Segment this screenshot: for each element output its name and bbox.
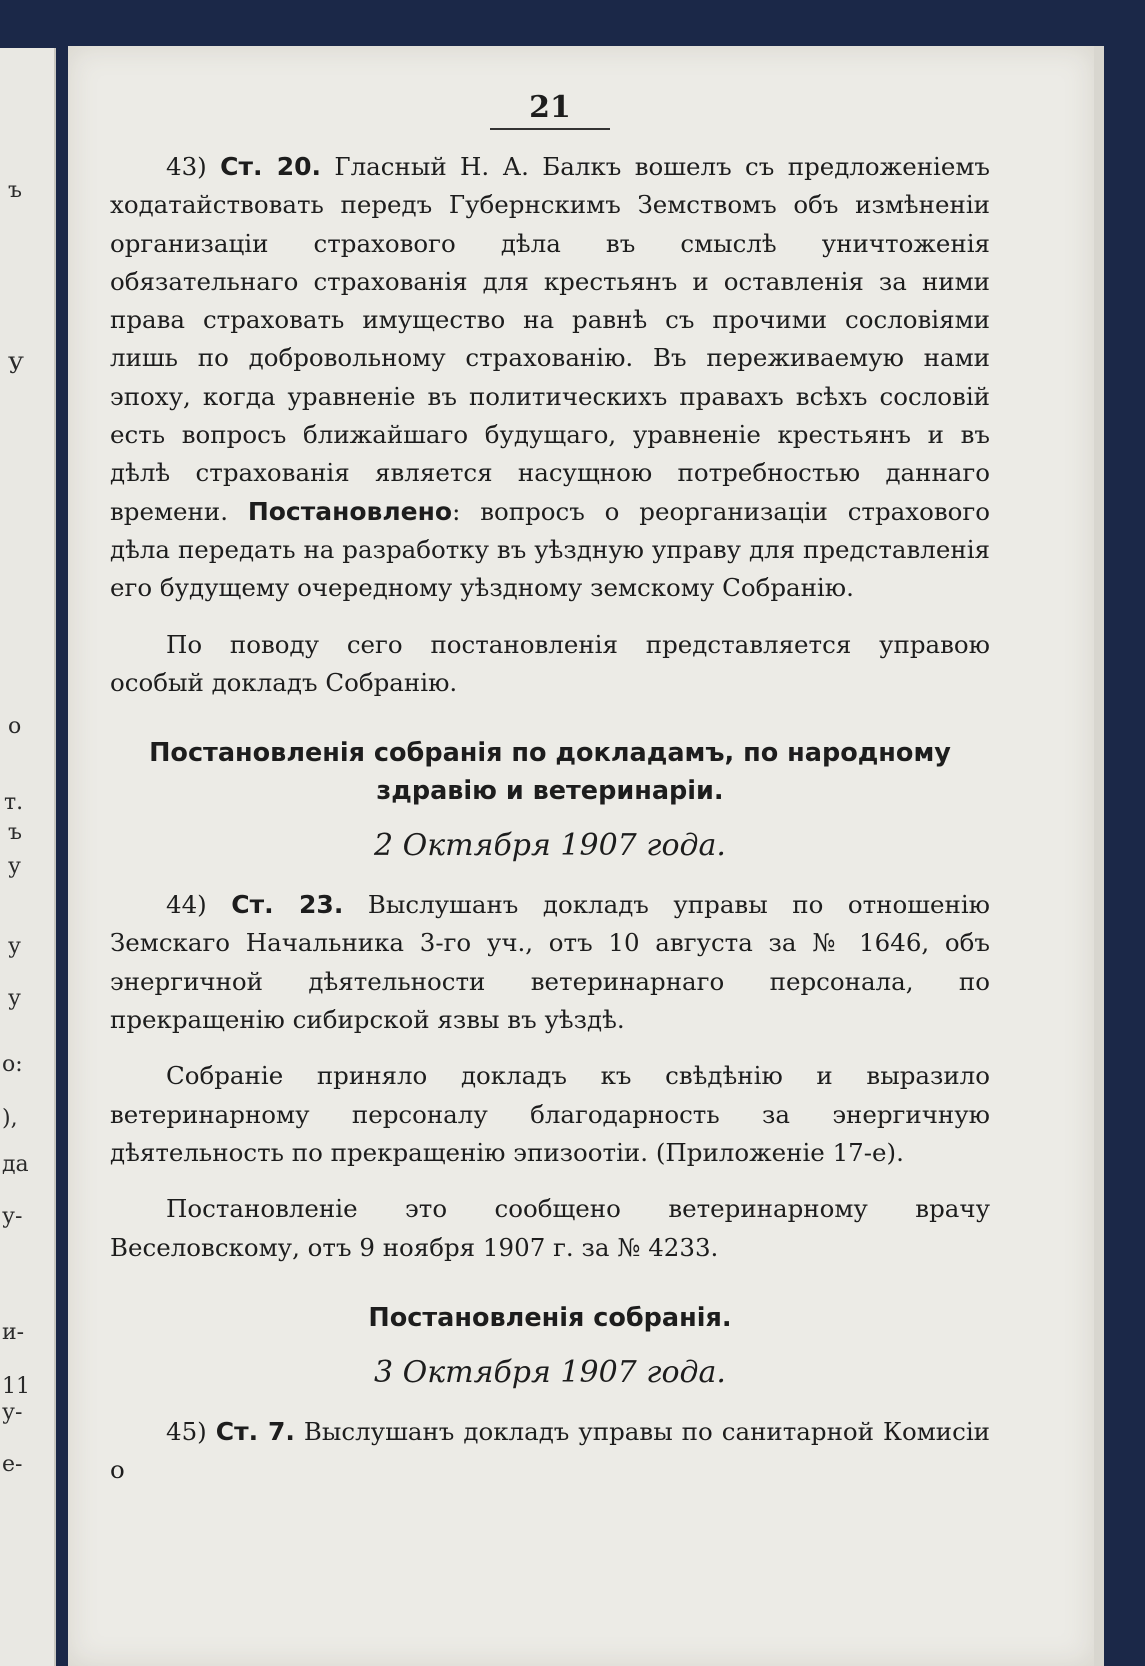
margin-fragment: у	[8, 854, 21, 879]
item-body-continued: : вопросъ о реорганизаціи страхового дѣла передать на разработку въ уѣздную управу для представленія его будущему очередному уѣздному земскому Собранію.	[110, 496, 990, 603]
item-44-note: Постановленіе это сообщено ветеринарному врачу Веселовскому, отъ 9 ноября 1907 г. за № 4233.	[110, 1194, 990, 1262]
item-43	[110, 148, 990, 608]
item-number: 45)	[166, 1416, 207, 1446]
item-45	[110, 1413, 990, 1490]
margin-fragment: да	[2, 1152, 29, 1177]
page-content	[110, 84, 990, 1489]
section-title-general: Постановленія собранія.	[368, 1302, 732, 1333]
margin-fragment: у-	[2, 1204, 23, 1229]
margin-fragment: у	[8, 934, 21, 959]
header-rule	[490, 128, 610, 130]
previous-page-edge	[0, 48, 56, 1666]
item-number: 44)	[166, 890, 207, 920]
margin-fragment: у	[8, 986, 21, 1011]
margin-fragment: У	[8, 354, 24, 379]
margin-fragment: т.	[4, 790, 24, 815]
margin-fragment: и-	[2, 1320, 25, 1345]
margin-fragment: ъ	[8, 178, 22, 203]
resolution-label: Постановлено	[247, 496, 453, 526]
item-43-note: По поводу сего постановленія представляется управою особый докладъ Собранію.	[110, 629, 990, 697]
item-body: Выслушанъ докладъ управы по отношенію Земскаго Начальника 3-го уч., отъ 10 августа за № 1646, объ энергичной дѣятельности ветеринарнаго персонала, по прекращенію сибирской язвы въ уѣздѣ.	[110, 890, 990, 1035]
page-number: 21	[529, 90, 571, 125]
article-ref: Ст. 20.	[220, 152, 322, 181]
section-date-general: 3 Октября 1907 года.	[374, 1354, 726, 1390]
item-44	[110, 886, 990, 1039]
item-body: Выслушанъ докладъ управы по санитарной Комисіи о	[110, 1416, 990, 1485]
margin-fragment: ъ	[8, 820, 22, 845]
margin-fragment: 11	[2, 1374, 30, 1399]
margin-fragment: о	[8, 714, 22, 739]
item-number: 43)	[166, 152, 207, 181]
margin-fragment: у-	[2, 1400, 23, 1425]
margin-fragment: е-	[2, 1452, 23, 1477]
section-date-health: 2 Октября 1907 года.	[374, 828, 726, 864]
article-ref: Ст. 7.	[215, 1416, 295, 1446]
article-ref: Ст. 23.	[231, 890, 344, 920]
section-title-health: Постановленія собранія по докладамъ, по народному здравію и ветеринаріи.	[149, 738, 951, 807]
page-edge	[1094, 46, 1104, 1666]
item-44-decision: Собраніе приняло докладъ къ свѣдѣнію и выразило ветеринарному персоналу благодарность за энергичную дѣятельность по прекращенію эпизоотіи. (Приложеніе 17-е).	[110, 1061, 990, 1167]
item-body: Гласный Н. А. Балкъ вошелъ съ предложеніемъ ходатайствовать передъ Губернскимъ Земствомъ объ измѣненіи организаціи страхового дѣла въ смыслѣ уничтоженія обязательнаго страхованія для крестьянъ и оставленія за ними права страховать имущество на равнѣ съ прочими сословіями лишь по добровольному страхованію. Въ переживаемую нами эпоху, когда уравненіе въ политическихъ правахъ всѣхъ сословій есть вопросъ ближайшаго будущаго, уравненіе крестьянъ и въ дѣлѣ страхованія является насущною потребностью даннаго времени.	[110, 152, 990, 526]
margin-fragment: о:	[2, 1052, 23, 1077]
margin-fragment: ),	[2, 1106, 18, 1131]
